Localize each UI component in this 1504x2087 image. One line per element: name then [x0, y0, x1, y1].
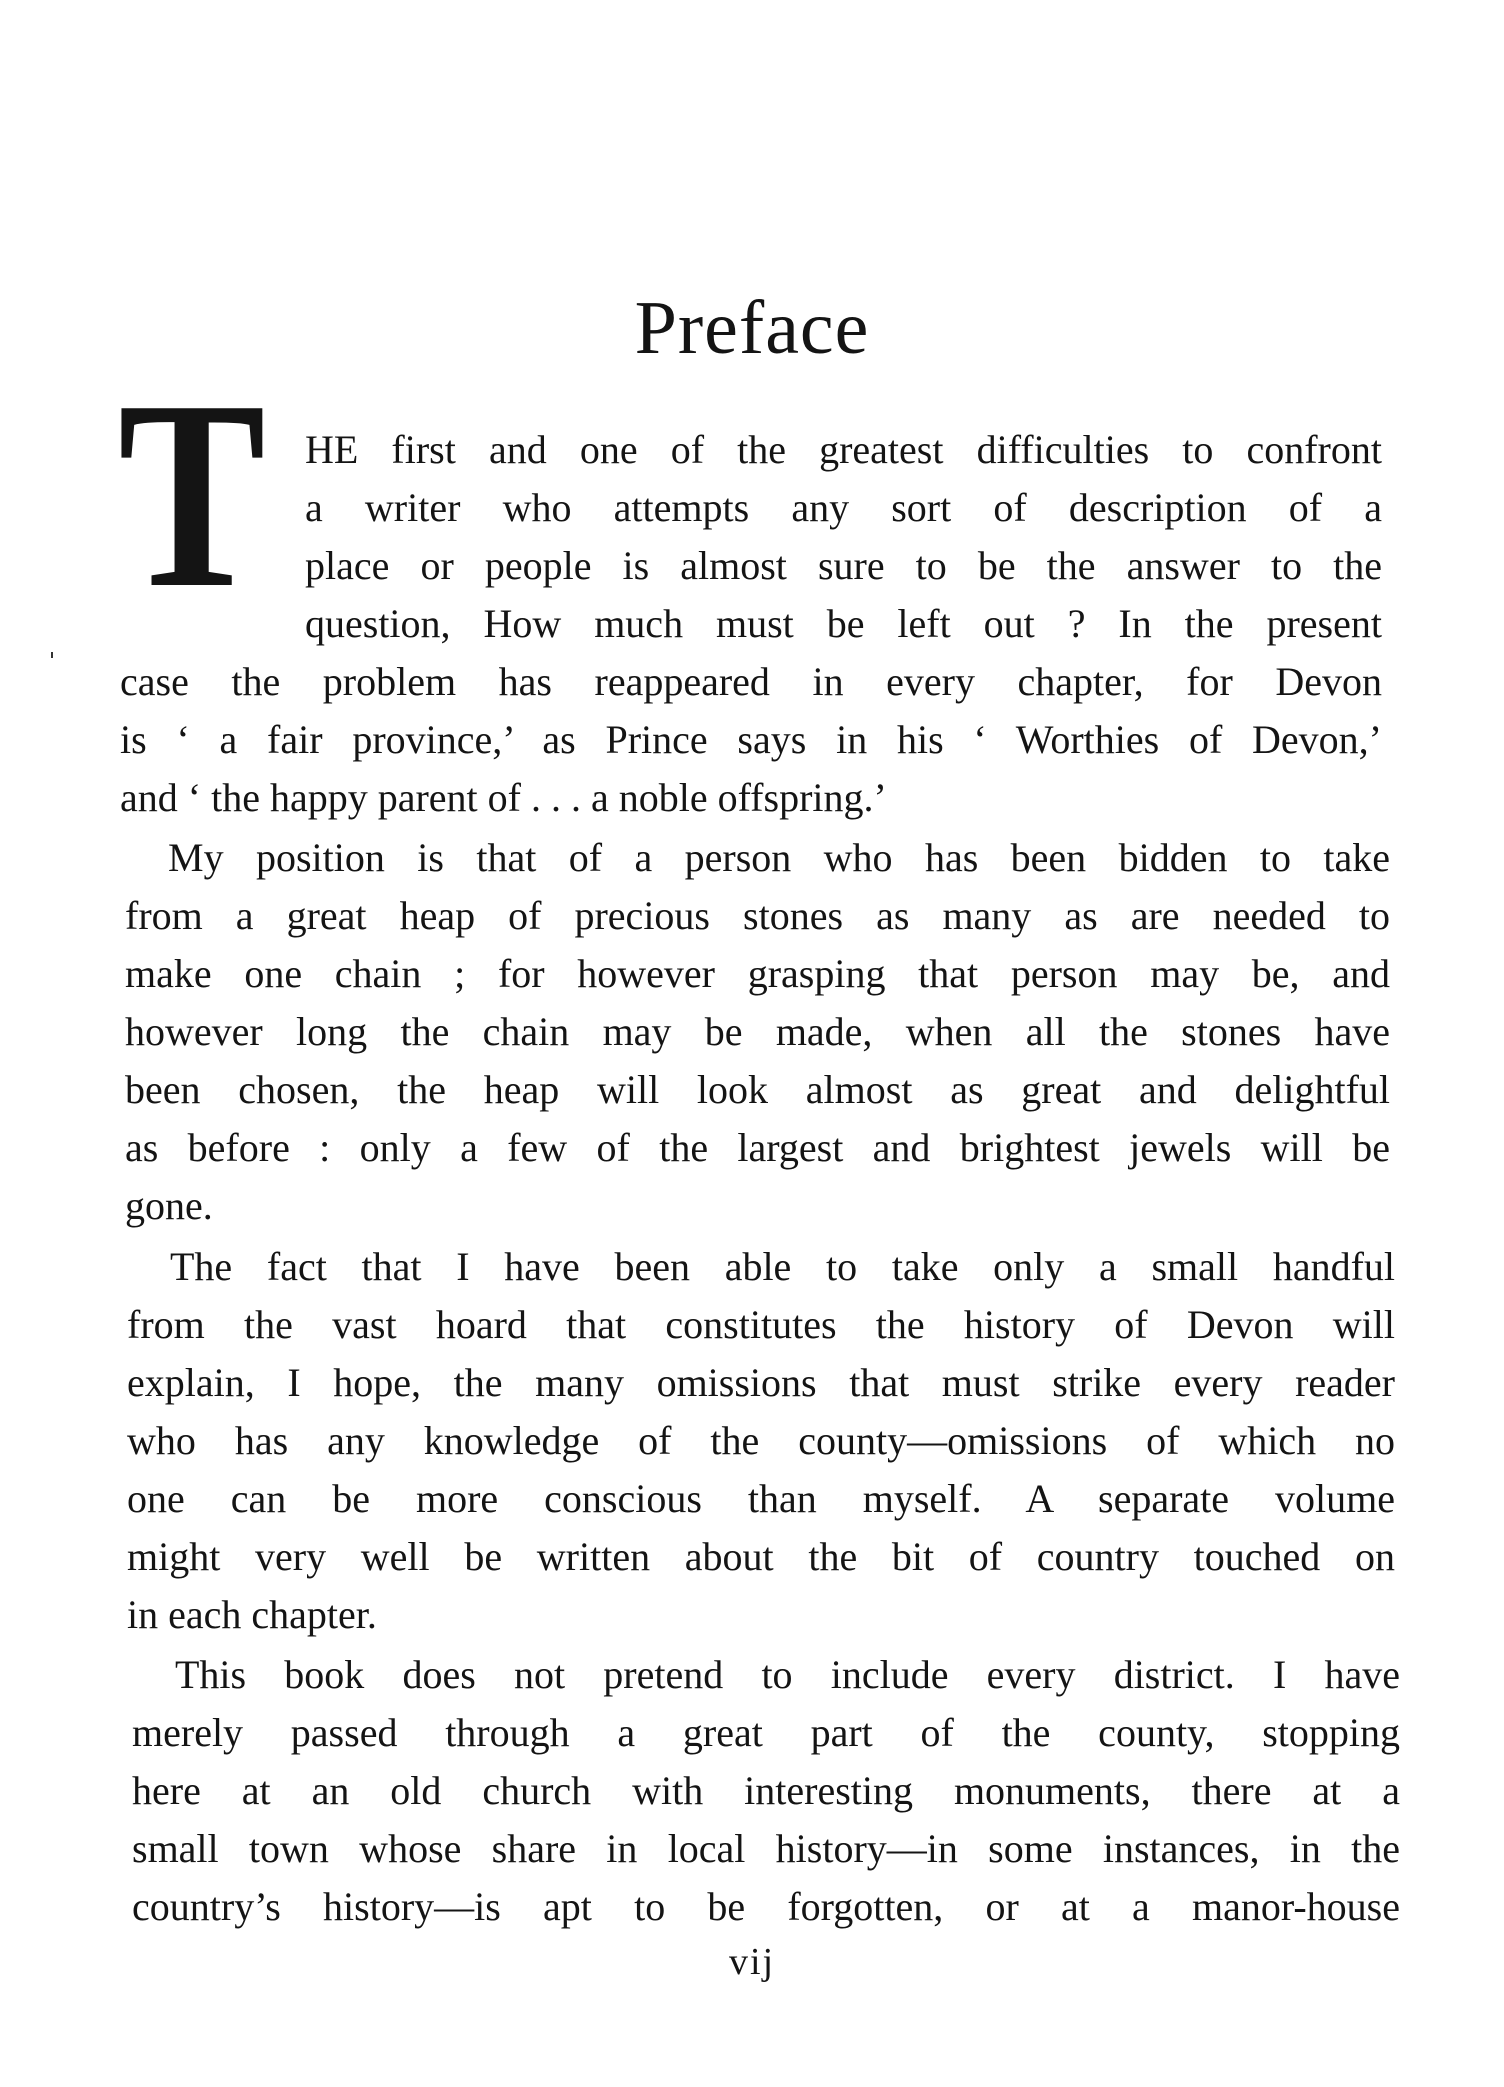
text-line: and ‘ the happy parent of . . . a noble offspring.’ — [120, 775, 887, 820]
text-line: question, How much must be left out ? In the present — [305, 601, 1382, 646]
text-line: merely passed through a great part of the county, stopping — [132, 1710, 1400, 1755]
text-line: might very well be written about the bit of country touched on — [127, 1534, 1395, 1579]
text-line: is ‘ a fair province,’ as Prince says in his ‘ Worthies of Devon,’ — [120, 717, 1382, 762]
text-line: gone. — [125, 1183, 213, 1228]
text-line: explain, I hope, the many omissions that must strike every reader — [127, 1360, 1395, 1405]
text-line: This book does not pretend to include every district. I have — [175, 1652, 1400, 1697]
text-line: here at an old church with interesting monuments, there at a — [132, 1768, 1400, 1813]
drop-cap-initial: T — [118, 345, 266, 644]
text-line: country’s history—is apt to be forgotten, or at a manor-house — [132, 1884, 1400, 1929]
text-line: make one chain ; for however grasping that person may be, and — [125, 951, 1390, 996]
text-line: in each chapter. — [127, 1592, 377, 1637]
text-line: The fact that I have been able to take only a small handful — [170, 1244, 1395, 1289]
text-line: one can be more conscious than myself. A separate volume — [127, 1476, 1395, 1521]
text-line: from a great heap of precious stones as many as are needed to — [125, 893, 1390, 938]
text-line: My position is that of a person who has been bidden to take — [168, 835, 1390, 880]
text-line: as before : only a few of the largest and brightest jewels will be — [125, 1125, 1390, 1170]
text-line: HE first and one of the greatest difficulties to confront — [305, 427, 1382, 472]
text-line: who has any knowledge of the county—omissions of which no — [127, 1418, 1395, 1463]
text-line: small town whose share in local history—in some instances, in the — [132, 1826, 1400, 1871]
text-line: case the problem has reappeared in every chapter, for Devon — [120, 659, 1382, 704]
text-line: from the vast hoard that constitutes the history of Devon will — [127, 1302, 1395, 1347]
scan-speck — [51, 652, 53, 658]
page-number: vij — [728, 1941, 776, 1983]
text-line: a writer who attempts any sort of description of a — [305, 485, 1382, 530]
page-title: Preface — [634, 286, 870, 370]
text-line: however long the chain may be made, when all the stones have — [125, 1009, 1390, 1054]
text-line: been chosen, the heap will look almost as great and delightful — [125, 1067, 1390, 1112]
text-line: place or people is almost sure to be the answer to the — [305, 543, 1382, 588]
